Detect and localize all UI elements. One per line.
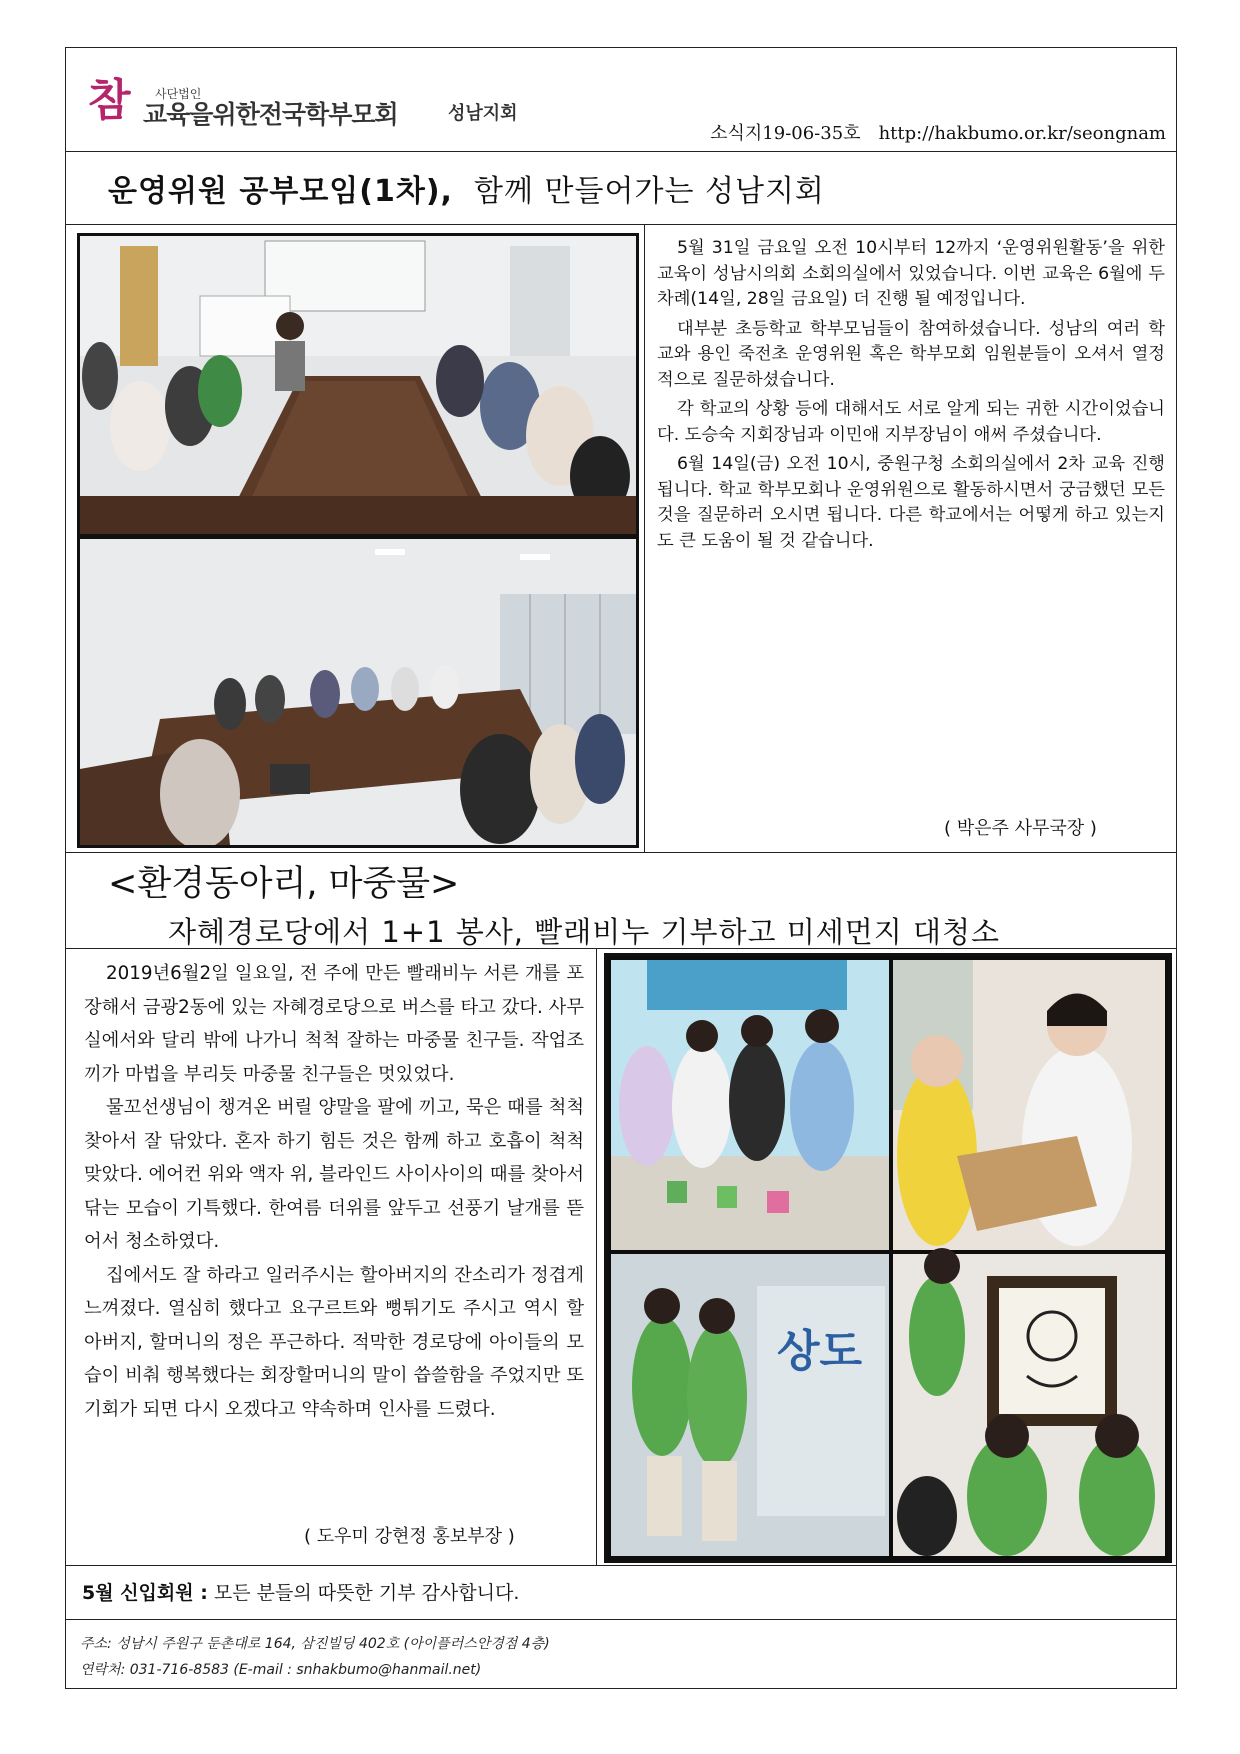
new-members-label: 5월 신입회원 : <box>82 1582 208 1604</box>
wall-sign-text: 상도 <box>777 1326 863 1377</box>
divider-section2 <box>596 948 597 1565</box>
section2-byline: ( 도우미 강현정 홍보부장 ) <box>304 1526 515 1547</box>
section1-paragraph: 6월 14일(금) 오전 10시, 중원구청 소회의실에서 2차 교육 진행됩니다. 학교 학부모회나 운영위원으로 활동하시면서 궁금했던 모든 것을 질문하러 오시면 됩니다. 다른 학교에서는 어떻게 하고 있는지도 큰 도움이 될 것 같습니다. <box>657 454 1165 551</box>
section1-paragraph: 각 학교의 상황 등에 대해서도 서로 알게 되는 귀한 시간이었습니다. 도승숙 지회장님과 이민애 지부장님이 애써 주셨습니다. <box>657 399 1165 445</box>
rule-footer <box>65 1619 1177 1620</box>
photo-window-cleaning <box>611 1254 889 1556</box>
issue-line <box>710 119 1166 145</box>
contact-info: 연락처: 031-716-8583 (E-mail : snhakbumo@hanmail.net) <box>80 1662 482 1678</box>
section1-paragraph: 5월 31일 금요일 오전 10시부터 12까지 ‘운영위원활동’을 위한 교육이 성남시의회 소회의실에서 있었습니다. 이번 교육은 6월에 두 차례(14일, 28일 금요일) 더 진행 될 예정입니다. <box>657 238 1165 309</box>
rule-section1-end <box>65 852 1177 853</box>
divider-section1 <box>644 224 645 852</box>
section1-byline: ( 박은주 사무국장 ) <box>944 818 1097 839</box>
section1-paragraph: 대부분 초등학교 학부모님들이 참여하셨습니다. 성남의 여러 학교와 용인 죽전초 운영위원 혹은 학부모회 임원분들이 오셔서 열정적으로 질문하셨습니다. <box>657 318 1165 390</box>
section1-article <box>657 236 1165 558</box>
section2-paragraph: 2019년6월2일 일요일, 전 주에 만든 빨래비누 서른 개를 포장해서 금광2동에 있는 자혜경로당으로 버스를 타고 갔다. 사무실에서와 달리 밖에 나가니 척척 잘하는 마중물 친구들. 작업조끼가 마법을 부리듯 마중물 친구들은 멋있었다. <box>84 963 584 1085</box>
rule-section2-end <box>65 1565 1177 1566</box>
section2-article <box>84 957 584 1426</box>
new-members-message: 모든 분들의 따뜻한 기부 감사합니다. <box>213 1582 520 1604</box>
branch-name: 성남지회 <box>448 103 518 124</box>
meeting-photo-1 <box>77 233 639 537</box>
rule-header <box>65 151 1177 152</box>
meeting-photo-2 <box>77 536 639 848</box>
address: 주소: 성남시 주원구 둔촌대로 164, 삼진빌딩 402호 (아이플러스안경점 4층) <box>80 1636 550 1652</box>
section2-paragraph: 물꼬선생님이 챙겨온 버릴 양말을 팔에 끼고, 묵은 때를 척척 찾아서 잘 닦았다. 혼자 하기 힘든 것은 함께 하고 호흡이 척척 맞았다. 에어컨 위와 액자 위, 블라인드 사이사이의 때를 찾아서 닦는 모습이 기특했다. 한여름 더위를 앞두고 선풍기 날개를 뜯어서 청소하였다. <box>84 1097 584 1252</box>
new-members-note <box>82 1578 519 1605</box>
volunteer-photo-collage <box>604 953 1172 1563</box>
photo-donation <box>893 960 1165 1250</box>
photo-frame-cleaning <box>893 1248 1165 1556</box>
section1-title-bold: 운영위원 공부모임(1차), <box>108 174 453 209</box>
logo-subtitle: 사단법인 <box>155 87 202 101</box>
issue-number: 소식지19-06-35호 <box>710 123 861 144</box>
section2-subtitle: 자혜경로당에서 1+1 봉사, 빨래비누 기부하고 미세먼지 대청소 <box>168 915 1001 949</box>
section1-title-rest: 함께 만들어가는 성남지회 <box>474 174 825 209</box>
section2-paragraph: 집에서도 잘 하라고 일러주시는 할아버지의 잔소리가 정겹게 느껴졌다. 열심히 했다고 요구르트와 뻥튀기도 주시고 역시 할아버지, 할머니의 정은 푸근하다. 적막한 경로당에 아이들의 모습이 비춰 행복했다는 회장할머니의 말이 씁쓸함을 주었지만 또 기회가 되면 다시 오겠다고 약속하며 인사를 드렸다. <box>84 1264 584 1420</box>
photo-soap-wrapping <box>611 960 889 1250</box>
section2-title: <환경동아리, 마중물> <box>108 864 460 904</box>
website-link[interactable]: http://hakbumo.or.kr/seongnam <box>878 123 1166 144</box>
section1-title <box>108 166 825 210</box>
rule-section1-title <box>65 224 1177 225</box>
logo-mark: 참 <box>88 75 131 126</box>
org-name: 교육을위한전국학부모회 <box>143 100 398 129</box>
